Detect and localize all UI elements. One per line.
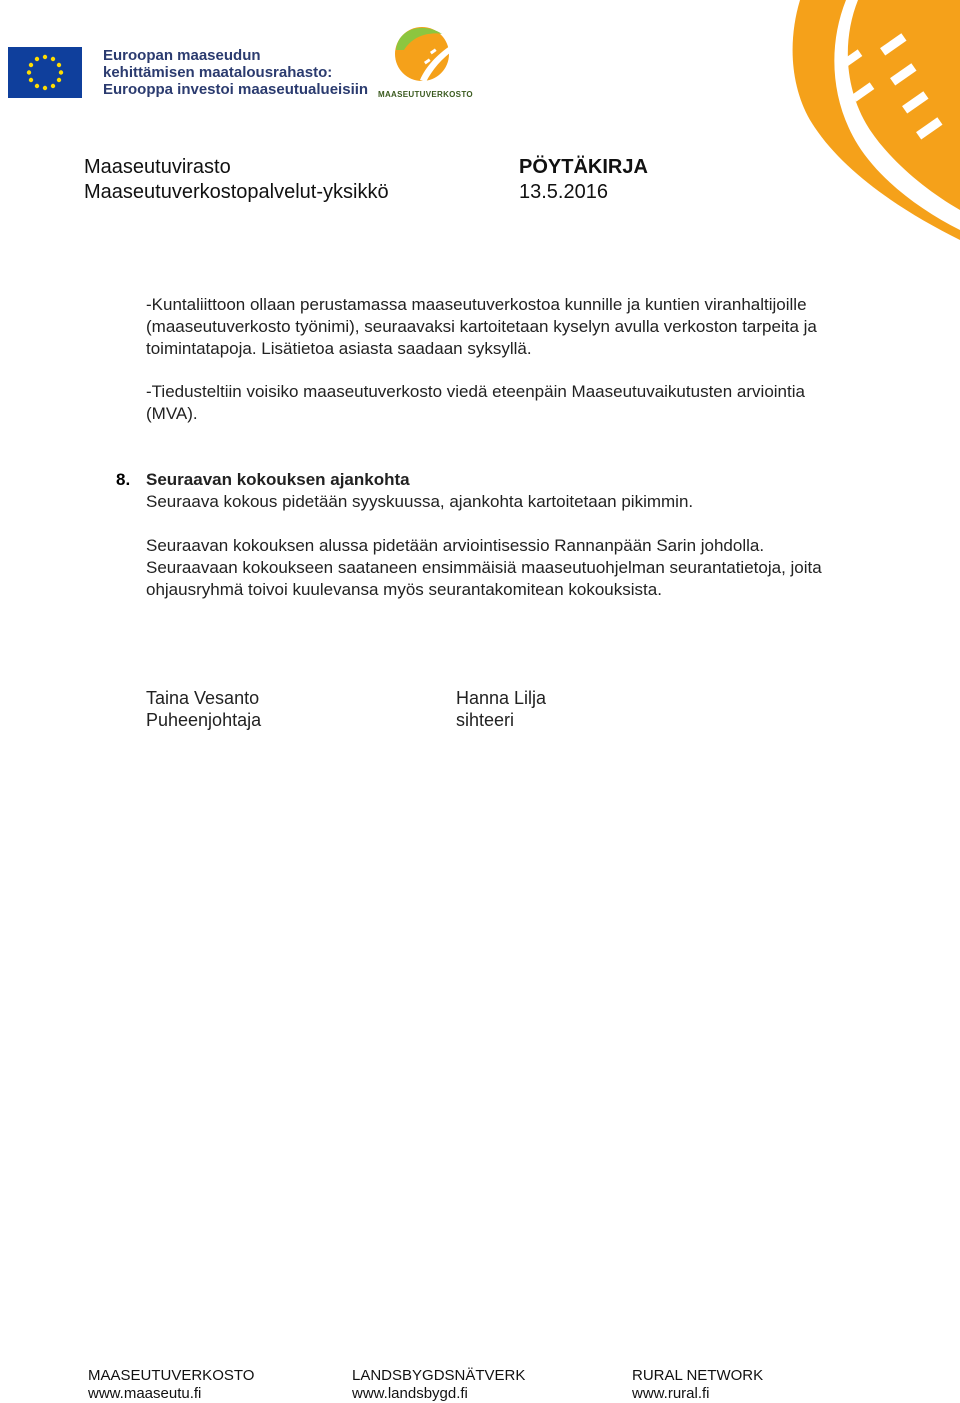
footer-link-fi[interactable]: www.maaseutu.fi [88, 1385, 202, 1402]
eu-fund-text [103, 47, 368, 98]
signature-name-chair: Taina Vesanto [146, 688, 260, 708]
section-title: Seuraavan kokouksen ajankohta [146, 470, 410, 489]
section-next-meeting-text: Seuraava kokous pidetään syyskuussa, ajankohta kartoitetaan pikimmin. [146, 492, 694, 511]
eu-flag-icon [8, 47, 82, 98]
signature-role-secretary: sihteeri [456, 710, 515, 730]
network-logo-label: MAASEUTUVERKOSTO [378, 90, 473, 99]
signature-role-chair: Puheenjohtaja [146, 710, 262, 730]
footer-link-en[interactable]: www.rural.fi [632, 1385, 710, 1402]
footer-network-fi: MAASEUTUVERKOSTO [88, 1367, 255, 1384]
unit-name: Maaseutuverkostopalvelut-yksikkö [84, 181, 389, 203]
organization-name: Maaseutuvirasto [84, 156, 231, 178]
document-date: 13.5.2016 [519, 181, 608, 203]
document-type: PÖYTÄKIRJA [519, 156, 648, 178]
paragraph-kuntaliitto: -Kuntaliittoon ollaan perustamassa maaseutuverkostoa kunnille ja kuntien viranhaltijoille (maaseutuverkosto työnimi), seuraavaksi kartoitetaan kyselyn avulla verkoston tarpeita ja toimintatapoja. Lisätietoa asiasta saadaan syksyllä. [146, 295, 817, 358]
footer-network-sv: LANDSBYGDSNÄTVERK [352, 1367, 526, 1384]
eu-text-line-2: kehittämisen maatalousrahasto: [103, 64, 333, 81]
eu-text-line-3: Eurooppa investoi maaseutualueisiin [103, 81, 369, 98]
eu-text-line-1: Euroopan maaseudun [103, 47, 261, 64]
decorative-corner-art [730, 0, 960, 250]
paragraph-mva: -Tiedusteltiin voisiko maaseutuverkosto viedä eteenpäin Maaseutuvaikutusten arviointia (MVA). [146, 382, 805, 423]
section-number: 8. [116, 470, 131, 489]
footer-network-en: RURAL NETWORK [632, 1367, 764, 1384]
maaseutuverkosto-logo-icon [380, 20, 470, 100]
footer-link-sv[interactable]: www.landsbygd.fi [352, 1385, 468, 1402]
paragraph-next-meeting-details: Seuraavan kokouksen alussa pidetään arviointisessio Rannanpään Sarin johdolla. Seuraavaan kokoukseen saataneen ensimmäisiä maaseutuohjelman seurantatietoja, joita ohjausryhmä toivoi kuulevansa myös seurantakomitean kokouksista. [146, 536, 822, 599]
signature-name-secretary: Hanna Lilja [456, 688, 547, 708]
